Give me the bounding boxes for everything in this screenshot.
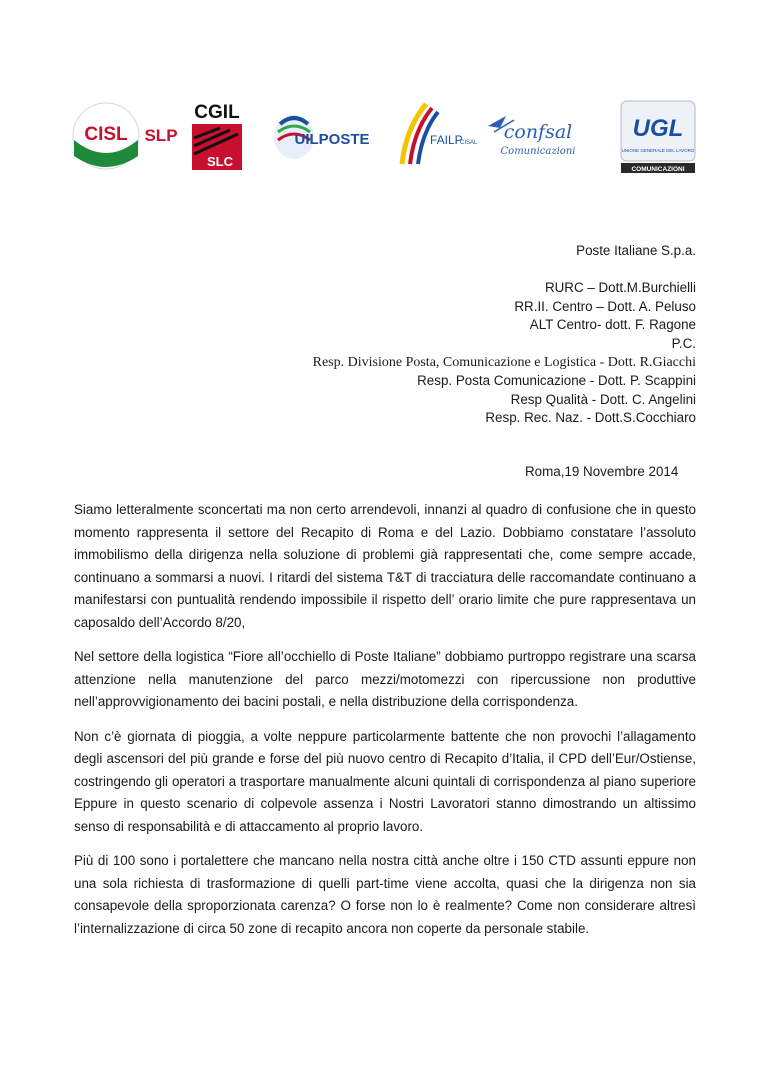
confsal-comunicazioni-text: Comunicazioni [500, 146, 576, 157]
letter-date: Roma,19 Novembre 2014 [525, 464, 679, 479]
confsal-logo-text: confsal [503, 121, 573, 143]
body-paragraph: Più di 100 sono i portalettere che mancano nella nostra città anche oltre i 150 CTD assunti eppure non una sola richiesta di trasformazione di quelli part-time viene accolta, quasi che la dirigenza non sia consapevole della sproporzionata carenza? O forse non lo è realmente? Come non considerare altresì l’internalizzazione di circa 50 zone di recapito ancora non coperte da personale stabile. [74, 853, 696, 936]
body-paragraph: Nel settore della logistica “Fiore all’occhiello di Poste Italiane” dobbiamo purtroppo registrare una scarsa attenzione nella manutenzione del parco mezzi/motomezzi con ripercussione non produttive nell’approvvigionamento dei bacini postali, e nella distribuzione della corrispondenza. [74, 649, 696, 709]
ugl-subtitle-text: UNIONE GENERALE DEL LAVORO [621, 148, 695, 153]
failp-cisal-logo [396, 98, 480, 170]
failp-cisal-logo-text: CISAL [460, 140, 478, 146]
letter-body [74, 499, 696, 952]
failp-logo-text: FAILP [430, 133, 463, 147]
recipient-line: RURC – Dott.M.Burchielli [544, 280, 696, 296]
recipient-line: Resp Qualità - Dott. C. Angelini [510, 391, 696, 407]
recipient-spacer [196, 261, 696, 280]
recipient-line: ALT Centro- dott. F. Ragone [529, 317, 696, 333]
ugl-comunicazioni-text: COMUNICAZIONI [631, 166, 685, 173]
recipient-line: Resp. Posta Comunicazione - Dott. P. Scappini [417, 373, 696, 389]
recipient-line: Poste Italiane S.p.a. [576, 243, 696, 258]
confsal-logo [484, 108, 576, 164]
cgil-logo-text: CGIL [194, 102, 240, 123]
cgil-slc-logo [190, 98, 244, 172]
recipient-line: Resp. Rec. Naz. - Dott.S.Cocchiaro [485, 410, 696, 426]
slp-logo-text: SLP [144, 126, 178, 145]
recipients-block [196, 242, 696, 428]
union-logos-header [0, 90, 768, 180]
uilposte-logo-text: UILPOSTE [294, 131, 370, 148]
body-paragraph: Non c’è giornata di pioggia, a volte neppure particolarmente battente che non provochi l’allagamento degli ascensori del più grande e forse del più nuovo centro di Recapito d’Italia, il CPD dell’Eur/Ostiense, costringendo gli operatori a trasportare manualmente alcuni quintali di corrispondenza al piano superiore Eppure in questo scenario di colpevole assenza i Nostri Lavoratori stanno dimostrando un altissimo senso di responsabilità e di attaccamento al proprio lavoro. [74, 728, 696, 834]
recipient-line: P.C. [671, 335, 696, 351]
uilposte-logo [272, 110, 372, 164]
slc-logo-text: SLC [207, 154, 233, 169]
body-paragraph: Siamo letteralmente sconcertati ma non certo arrendevoli, innanzi al quadro di confusione che in questo momento rappresenta il settore del Recapito di Roma e del Lazio. Dobbiamo constatare l’assoluto immobilismo della dirigenza nella soluzione di problemi già rappresentati che, come sempre accade, continuano a sommarsi a nuovi. I ritardi del sistema T&T di tracciatura delle raccomandate continuano a manifestarsi con puntualità rendendo impossibile il rispetto dell’ orario limite che pure rappresentava un caposaldo dell’Accordo 8/20, [74, 502, 696, 630]
ugl-logo-text: UGL [632, 115, 684, 142]
recipient-line: Resp. Divisione Posta, Comunicazione e Logistica - Dott. R.Giacchi [312, 354, 696, 370]
cisl-slp-logo [72, 100, 184, 170]
recipient-line: RR.II. Centro – Dott. A. Peluso [514, 298, 696, 314]
cisl-logo-text: CISL [84, 124, 128, 145]
ugl-logo [620, 100, 696, 174]
